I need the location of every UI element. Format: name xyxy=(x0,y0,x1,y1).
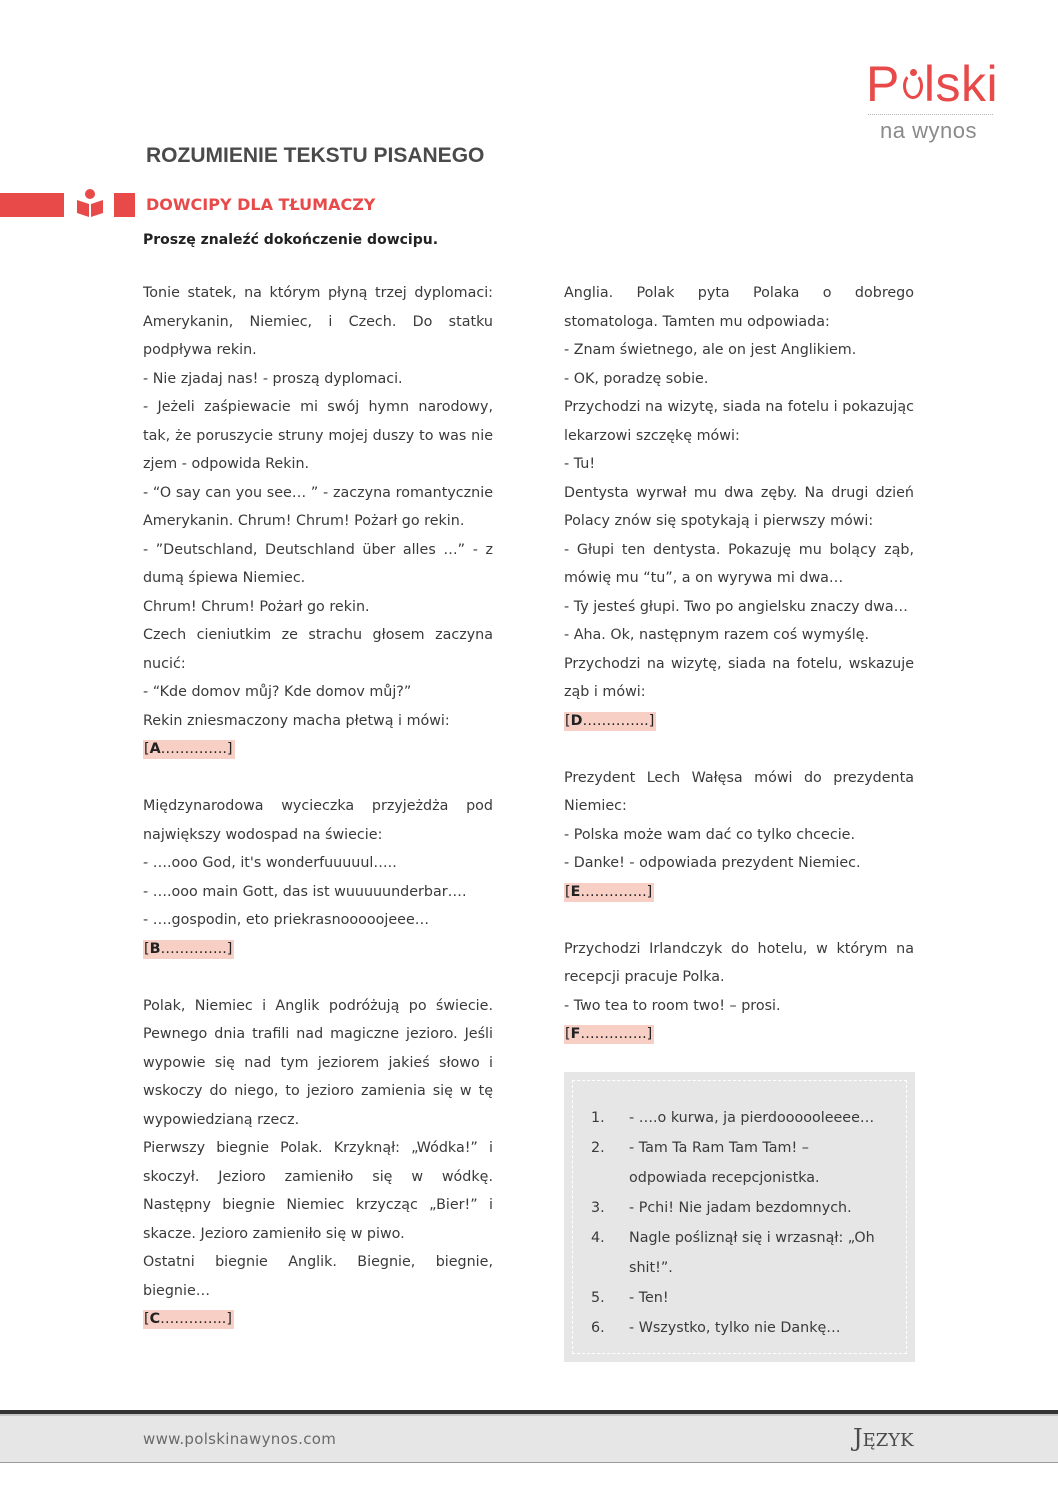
answer-slot-f[interactable]: [F…………..] xyxy=(565,1026,653,1042)
answer-slot-row xyxy=(143,935,493,964)
joke-line: - “Kde domov můj? Kde domov můj?” xyxy=(143,684,412,700)
joke-line: - Znam świetnego, ale on jest Anglikiem. xyxy=(564,342,857,358)
answer-blank: …………..] xyxy=(160,940,233,957)
joke-line: Anglia. Polak pyta Polaka o dobrego stomatologa. Tamten mu odpowiada: xyxy=(564,285,914,330)
answer-slot-row xyxy=(564,878,914,907)
answer-letter: D xyxy=(570,712,583,729)
joke-line: Ostatni biegnie Anglik. Biegnie, biegnie, biegnie… xyxy=(143,1254,493,1299)
joke-line: Międzynarodowa wycieczka przyjeżdża pod największy wodospad na świecie: xyxy=(143,798,493,843)
option-item xyxy=(573,1103,906,1133)
answer-slot-row xyxy=(143,735,493,764)
option-number: 4. xyxy=(591,1230,605,1246)
option-text: - Tam Ta Ram Tam Tam! – odpowiada recepcjonistka. xyxy=(629,1140,820,1186)
logo-person-icon xyxy=(900,65,924,103)
joke-line: Polak, Niemiec i Anglik podróżują po świecie. Pewnego dnia trafili nad magiczne jezioro. Jeśli wypowie się nad tym jeziorem jakieś słowo i wskoczy do niego, to jezioro zamienia się w tę wypowiedzianą rzecz. xyxy=(143,997,493,1128)
answer-slot-row xyxy=(564,1020,914,1049)
open-book-reader-icon xyxy=(75,188,105,218)
paragraph-gap xyxy=(143,764,493,793)
footer-category-rest: ĘZYK xyxy=(862,1430,914,1451)
section-title: DOWCIPY DLA TŁUMACZY xyxy=(146,195,376,214)
footer-bottom-rule xyxy=(0,1462,1058,1463)
joke-line: Rekin zniesmaczony macha płetwą i mówi: xyxy=(143,712,450,729)
answer-blank: …………..] xyxy=(580,883,653,900)
joke-line: - Tu! xyxy=(564,456,596,472)
joke-line: - Głupi ten dentysta. Pokazuję mu bolący ząb, mówię mu “tu”, a on wyrywa mi dwa… xyxy=(564,541,914,586)
answer-blank: …………..] xyxy=(582,712,655,729)
joke-line: Przychodzi na wizytę, siada na fotelu i pokazując lekarzowi szczękę mówi: xyxy=(564,399,914,444)
answer-letter: C xyxy=(149,1311,161,1327)
joke-line: - Nie zjadaj nas! - proszą dyplomaci. xyxy=(143,370,403,387)
joke-line: Chrum! Chrum! Pożarł go rekin. xyxy=(143,598,370,615)
logo-divider xyxy=(868,114,993,115)
joke-line: Tonie statek, na którym płyną trzej dyplomaci: Amerykanin, Niemiec, i Czech. Do statku podpływa rekin. xyxy=(143,285,493,358)
option-text: - ….o kurwa, ja pierdoooooleeee… xyxy=(629,1110,875,1126)
options-list xyxy=(573,1081,906,1343)
option-number: 1. xyxy=(591,1110,605,1126)
brand-logo xyxy=(866,56,1001,144)
section-accent-bar-right xyxy=(114,193,135,217)
answer-letter: A xyxy=(149,741,161,757)
right-column xyxy=(564,279,914,1049)
option-number: 6. xyxy=(591,1320,605,1336)
joke-line: - Danke! - odpowiada prezydent Niemiec. xyxy=(564,855,861,871)
answer-slot-row xyxy=(143,1305,493,1334)
logo-letters-lski: lski xyxy=(923,56,999,112)
joke-line: - Polska może wam dać co tylko chcecie. xyxy=(564,826,856,843)
answer-blank: …………..] xyxy=(580,1026,653,1042)
option-text: - Wszystko, tylko nie Dankę… xyxy=(629,1320,841,1336)
joke-line: Przychodzi Irlandczyk do hotelu, w którym na recepcji pracuje Polka. xyxy=(564,940,914,985)
joke-line: - OK, poradzę sobie. xyxy=(564,370,709,387)
footer-category xyxy=(853,1424,914,1452)
option-number: 2. xyxy=(591,1140,605,1156)
answer-blank: …………..] xyxy=(160,741,233,757)
joke-line: - Two tea to room two! – prosi. xyxy=(564,997,781,1014)
option-number: 5. xyxy=(591,1290,605,1306)
left-column xyxy=(143,279,493,1334)
joke-line: - Aha. Ok, następnym razem coś wymyślę. xyxy=(564,627,870,643)
logo-letter-p: P xyxy=(866,56,900,112)
answer-slot-d[interactable]: [D…………..] xyxy=(565,712,655,729)
joke-line: Pierwszy biegnie Polak. Krzyknął: „Wódka!” i skoczył. Jezioro zamieniło się w wódkę. Następny biegnie Niemiec krzycząc „Bier!” i skacze. Jezioro zamieniło się w piwo. xyxy=(143,1140,493,1242)
joke-line: - ….gospodin, eto priekrasnooooojeee… xyxy=(143,912,430,928)
logo-subtitle: na wynos xyxy=(880,118,977,143)
option-item xyxy=(573,1223,906,1283)
joke-line: Przychodzi na wizytę, siada na fotelu, wskazuje ząb i mówi: xyxy=(564,655,914,700)
answer-slot-b[interactable]: [B…………..] xyxy=(144,940,233,957)
paragraph-gap xyxy=(564,735,914,764)
joke-line: Prezydent Lech Wałęsa mówi do prezydenta Niemiec: xyxy=(564,769,914,814)
answer-letter: B xyxy=(149,940,161,957)
logo-wordmark xyxy=(866,56,1001,112)
joke-line: - Jeżeli zaśpiewacie mi swój hymn narodowy, tak, że poruszycie struny mojej duszy to was nie zjem - odpowida Rekin. xyxy=(143,399,493,472)
answer-slot-c[interactable]: [C…………..] xyxy=(144,1311,232,1327)
instruction: Proszę znaleźć dokończenie dowcipu. xyxy=(143,232,439,248)
option-text: Nagle pośliznął się i wrzasnął: „Oh shit!”. xyxy=(629,1230,875,1276)
paragraph-gap xyxy=(564,906,914,935)
footer-website-link[interactable]: www.polskinawynos.com xyxy=(143,1430,337,1448)
joke-line: Czech cieniutkim ze strachu głosem zaczyna nucić: xyxy=(143,627,493,672)
answer-slot-a[interactable]: [A…………..] xyxy=(144,741,233,757)
option-item xyxy=(573,1193,906,1223)
page-title: ROZUMIENIE TEKSTU PISANEGO xyxy=(146,144,485,167)
joke-line: Dentysta wyrwał mu dwa zęby. Na drugi dzień Polacy znów się spotykają i pierwszy mówi: xyxy=(564,484,914,529)
joke-line: - ….ooo God, it's wonderfuuuuul….. xyxy=(143,855,397,871)
answer-blank: …………..] xyxy=(160,1311,232,1327)
option-item xyxy=(573,1313,906,1343)
option-text: - Ten! xyxy=(629,1290,669,1306)
option-item xyxy=(573,1283,906,1313)
option-number: 3. xyxy=(591,1200,605,1216)
options-box xyxy=(564,1072,915,1362)
options-box-inner xyxy=(572,1080,907,1354)
footer-category-initial: J xyxy=(853,1424,863,1452)
joke-line: - Ty jesteś głupi. Two po angielsku znaczy dwa… xyxy=(564,598,908,615)
answer-slot-row xyxy=(564,707,914,736)
option-item xyxy=(573,1133,906,1193)
answer-slot-e[interactable]: [E…………..] xyxy=(565,883,653,900)
joke-line: - “O say can you see… ” - zaczyna romantycznie Amerykanin. Chrum! Chrum! Pożarł go rekin. xyxy=(143,484,493,529)
joke-line: - ”Deutschland, Deutschland über alles …” - z dumą śpiewa Niemiec. xyxy=(143,541,493,586)
answer-letter: E xyxy=(570,883,581,900)
answer-letter: F xyxy=(570,1026,581,1042)
section-accent-bar-left xyxy=(0,193,64,217)
joke-line: - ….ooo main Gott, das ist wuuuuunderbar…. xyxy=(143,883,467,900)
option-text: - Pchi! Nie jadam bezdomnych. xyxy=(629,1200,852,1216)
paragraph-gap xyxy=(143,963,493,992)
